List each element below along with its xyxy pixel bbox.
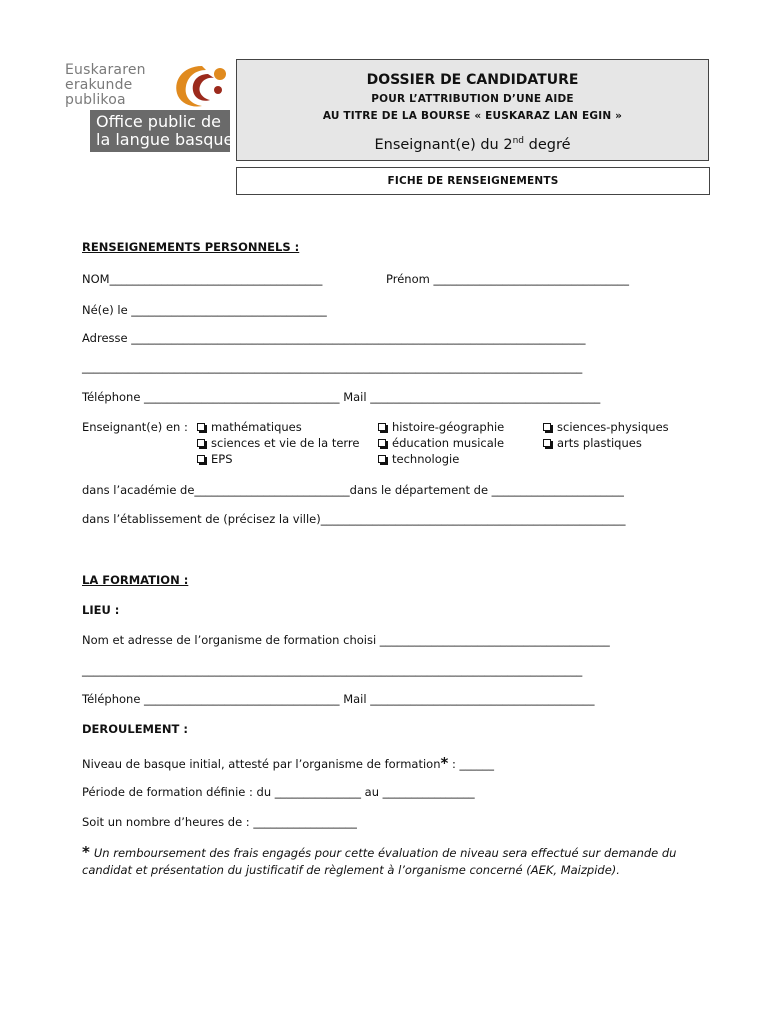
checkbox-icon: [378, 423, 386, 431]
checkbox-icon: [378, 455, 386, 463]
formation-phone-mail-field[interactable]: Téléphone __________________________________ Mail _______________________________________: [82, 692, 595, 706]
checkbox-education-musicale[interactable]: [378, 436, 504, 450]
checkbox-label: sciences et vie de la terre: [211, 436, 360, 450]
logo-swirl-icon: [162, 60, 230, 110]
teacher-level: [237, 136, 708, 153]
address-field-line-2[interactable]: _______________________________________________________________________________________: [82, 360, 583, 374]
checkbox-svt[interactable]: [197, 436, 359, 450]
checkbox-sciences-physiques[interactable]: [543, 420, 669, 434]
checkbox-icon: [197, 423, 205, 431]
checkbox-label: histoire-géographie: [392, 420, 505, 434]
asterisk-icon: *: [440, 754, 449, 772]
logo-box-line-2: la langue basque: [96, 130, 234, 149]
checkbox-label: éducation musicale: [392, 436, 505, 450]
nom-field[interactable]: NOM_____________________________________: [82, 272, 323, 286]
checkbox-icon: [543, 439, 551, 447]
logo-text-block: [62, 60, 230, 110]
logo-line-2: erakunde: [65, 77, 133, 93]
logo-line-3: publikoa: [65, 92, 126, 108]
organisme-field[interactable]: Nom et adresse de l’organisme de formation choisi ________________________________________: [82, 633, 610, 647]
niveau-blank: : ______: [448, 757, 495, 771]
checkbox-icon: [378, 439, 386, 447]
deroulement-heading: DEROULEMENT :: [82, 722, 188, 736]
lieu-heading: LIEU :: [82, 603, 120, 617]
checkbox-icon: [197, 455, 205, 463]
fiche-heading: FICHE DE RENSEIGNEMENTS: [236, 167, 710, 195]
subject-label: Enseignant(e) en :: [82, 420, 188, 434]
academie-departement-field[interactable]: dans l’académie de___________________________dans le département de _______________________: [82, 483, 624, 497]
birthdate-field[interactable]: Né(e) le __________________________________: [82, 303, 327, 317]
personal-section-heading: RENSEIGNEMENTS PERSONNELS :: [82, 240, 300, 254]
checkbox-label: mathématiques: [211, 420, 302, 434]
checkbox-mathematiques[interactable]: [197, 420, 302, 434]
teacher-level-sup: nd: [512, 136, 524, 146]
organisme-field-line-2[interactable]: _______________________________________________________________________________________: [82, 663, 583, 677]
logo: [62, 60, 234, 152]
checkbox-histoire-geographie[interactable]: [378, 420, 504, 434]
logo-line-1: Euskararen: [65, 62, 146, 78]
document-title: DOSSIER DE CANDIDATURE: [366, 72, 579, 88]
logo-box-line-1: Office public de: [96, 112, 222, 131]
checkbox-label: sciences-physiques: [557, 420, 669, 434]
niveau-label: Niveau de basque initial, attesté par l’organisme de formation: [82, 757, 441, 771]
heures-field[interactable]: Soit un nombre d’heures de : __________________: [82, 815, 357, 829]
checkbox-label: EPS: [211, 452, 233, 466]
prenom-field[interactable]: Prénom __________________________________: [386, 272, 629, 286]
document-subtitle-1: POUR L’ATTRIBUTION D’UNE AIDE: [371, 93, 574, 105]
etablissement-field[interactable]: dans l’établissement de (précisez la ville)_____________________________________________________: [82, 512, 626, 526]
asterisk-icon: *: [82, 843, 90, 861]
teacher-level-suffix: degré: [524, 136, 571, 153]
checkbox-label: technologie: [392, 452, 460, 466]
teacher-level-text: Enseignant(e) du 2: [374, 136, 513, 153]
address-field[interactable]: Adresse _______________________________________________________________________________: [82, 331, 586, 345]
logo-box: [90, 110, 234, 152]
formation-section-heading: LA FORMATION :: [82, 573, 189, 587]
checkbox-icon: [543, 423, 551, 431]
checkbox-icon: [197, 439, 205, 447]
footnote: [82, 844, 692, 879]
niveau-field[interactable]: [82, 754, 494, 772]
checkbox-technologie[interactable]: [378, 452, 459, 466]
document-subtitle-2: AU TITRE DE LA BOURSE « EUSKARAZ LAN EGIN »: [322, 110, 623, 122]
periode-field[interactable]: Période de formation définie : du _______________ au ________________: [82, 785, 475, 799]
checkbox-eps[interactable]: [197, 452, 233, 466]
title-box: [236, 59, 709, 161]
checkbox-label: arts plastiques: [557, 436, 642, 450]
checkbox-arts-plastiques[interactable]: [543, 436, 642, 450]
footnote-text: Un remboursement des frais engagés pour cette évaluation de niveau sera effectué sur demande du candidat et présentation du justificatif de règlement à l’organisme concerné (AEK, Maizpide).: [82, 846, 677, 877]
phone-mail-field[interactable]: Téléphone __________________________________ Mail ________________________________________: [82, 390, 601, 404]
